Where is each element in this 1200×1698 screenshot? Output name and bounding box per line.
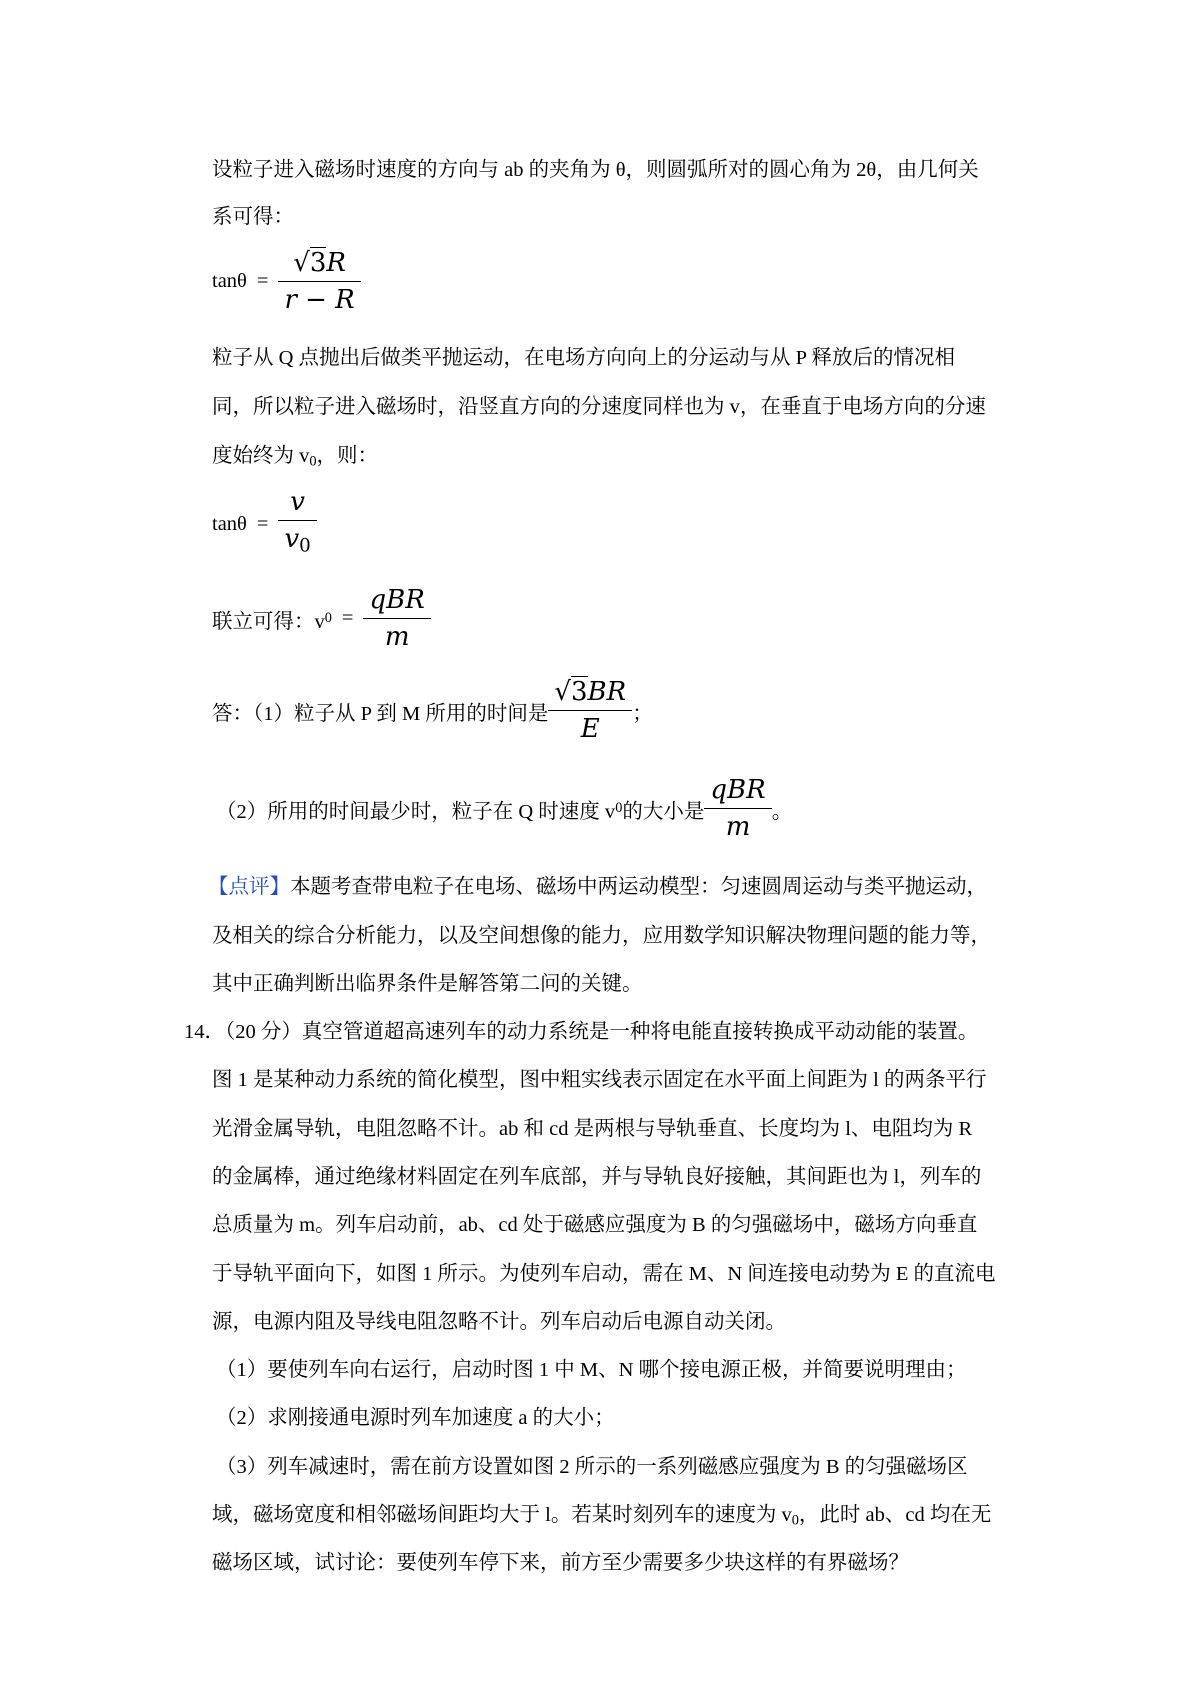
question-line xyxy=(212,1501,991,1535)
fraction-denominator xyxy=(278,521,316,565)
question-line: 图 1 是某种动力系统的简化模型，图中粗实线表示固定在水平面上间距为 l 的两条平行 xyxy=(212,1069,987,1091)
subquestion-1: （1）要使列车向右运行，启动时图 1 中 M、N 哪个接电源正极，并简要说明理由； xyxy=(216,1359,967,1381)
text-segment: ，则： xyxy=(316,445,379,467)
text-line: 同，所以粒子进入磁场时，沿竖直方向的分速度同样也为 v，在垂直于电场方向的分速 xyxy=(212,396,986,418)
fraction-denominator: r − R xyxy=(284,285,355,315)
subscript: 0 xyxy=(299,535,311,557)
question-line: 光滑金属导轨，电阻忽略不计。ab 和 cd 是两根与导轨垂直、长度均为 l、电阻均为 R xyxy=(212,1118,973,1140)
answer-suffix: 。 xyxy=(771,800,793,823)
answer-suffix: ； xyxy=(632,702,653,725)
fraction xyxy=(548,674,632,747)
fraction-numerator: v xyxy=(290,487,305,517)
text-segment: 度始终为 v xyxy=(212,445,310,467)
subquestion-3: （3）列车减速时，需在前方设置如图 2 所示的一系列磁感应强度为 B 的匀强磁场区 xyxy=(216,1456,968,1478)
question-line: 总质量为 m。列车启动前，ab、cd 处于磁感应强度为 B 的匀强磁场中，磁场方向垂直 xyxy=(212,1214,978,1236)
numerator-rest: R xyxy=(326,248,346,278)
eq-sign: = xyxy=(256,270,269,292)
text-segment: ，此时 ab、cd 均在无 xyxy=(798,1504,992,1526)
question-line: 的金属棒，通过绝缘材料固定在列车底部，并与导轨良好接触，其间距也为 l，列车的 xyxy=(212,1166,982,1188)
comment-line: 其中正确判断出临界条件是解答第二问的关键。 xyxy=(212,973,643,995)
sqrt-radicand: 3 xyxy=(309,248,327,278)
question-line: 源，电源内阻及导线电阻忽略不计。列车启动后电源自动关闭。 xyxy=(212,1311,786,1333)
eq-prefix: 联立可得：v xyxy=(212,610,325,633)
eq-sign: = xyxy=(256,512,269,535)
equation-tan-theta-1 xyxy=(212,245,365,318)
question-heading: 14．（20 分）真空管道超高速列车的动力系统是一种将电能直接转换成平动动能的装置。 xyxy=(184,1021,979,1043)
sqrt-icon: √ xyxy=(554,677,571,707)
comment-line xyxy=(208,873,987,901)
eq-lhs: tanθ xyxy=(212,512,247,535)
question-line: 磁场区域，试讨论：要使列车停下来，前方至少需要多少块这样的有界磁场？ xyxy=(212,1552,909,1574)
fraction-denominator: m xyxy=(725,812,751,842)
fraction xyxy=(278,245,360,318)
fraction-numerator xyxy=(548,674,632,710)
answer-2 xyxy=(216,772,792,845)
text-line xyxy=(212,442,378,476)
fraction-numerator: qBR xyxy=(710,775,766,805)
text-line: 粒子从 Q 点抛出后做类平抛运动，在电场方向向上的分运动与从 P 释放后的情况相 xyxy=(212,347,955,369)
comment-line: 及相关的综合分析能力，以及空间想像的能力，应用数学知识解决物理问题的能力等， xyxy=(212,925,991,947)
subscript: 0 xyxy=(324,610,332,626)
answer-1 xyxy=(212,674,653,747)
comment-tag: 【点评】 xyxy=(208,876,290,898)
answer-text: 的大小是 xyxy=(622,800,705,823)
eq-sign: = xyxy=(341,607,354,629)
subscript: 0 xyxy=(791,1512,799,1529)
equation-tan-theta-2 xyxy=(212,484,321,565)
answer-text: （2）所用的时间最少时，粒子在 Q 时速度 v xyxy=(216,800,616,823)
text-segment: 域，磁场宽度和相邻磁场间距均大于 l。若某时刻列车的速度为 v xyxy=(212,1504,792,1526)
fraction-denominator: E xyxy=(580,714,600,744)
fraction-numerator xyxy=(287,245,352,281)
fraction xyxy=(704,772,771,845)
question-line: 于导轨平面向下，如图 1 所示。为使列车启动，需在 M、N 间连接电动势为 E 的直流电 xyxy=(212,1263,996,1285)
sqrt-radicand: 3 xyxy=(570,677,588,707)
text-line: 系可得： xyxy=(212,206,294,228)
equation-v0 xyxy=(212,582,435,655)
answer-text: 答：（1）粒子从 P 到 M 所用的时间是 xyxy=(212,702,549,725)
subscript: 0 xyxy=(309,453,317,470)
numerator-rest: BR xyxy=(587,677,627,707)
comment-text: 本题考查带电粒子在电场、磁场中两运动模型：匀速圆周运动与类平抛运动， xyxy=(290,876,987,898)
fraction xyxy=(278,484,316,565)
text-line: 设粒子进入磁场时速度的方向与 ab 的夹角为 θ，则圆弧所对的圆心角为 2θ，由几何关 xyxy=(212,159,979,181)
fraction xyxy=(363,582,430,655)
fraction-numerator: qBR xyxy=(369,585,425,615)
fraction-denominator: m xyxy=(384,622,410,652)
eq-lhs: tanθ xyxy=(212,270,247,292)
subscript: 0 xyxy=(615,800,623,816)
den-base: v xyxy=(284,524,300,554)
subquestion-2: （2）求刚接通电源时列车加速度 a 的大小； xyxy=(216,1407,615,1429)
sqrt-icon: √ xyxy=(293,248,310,278)
